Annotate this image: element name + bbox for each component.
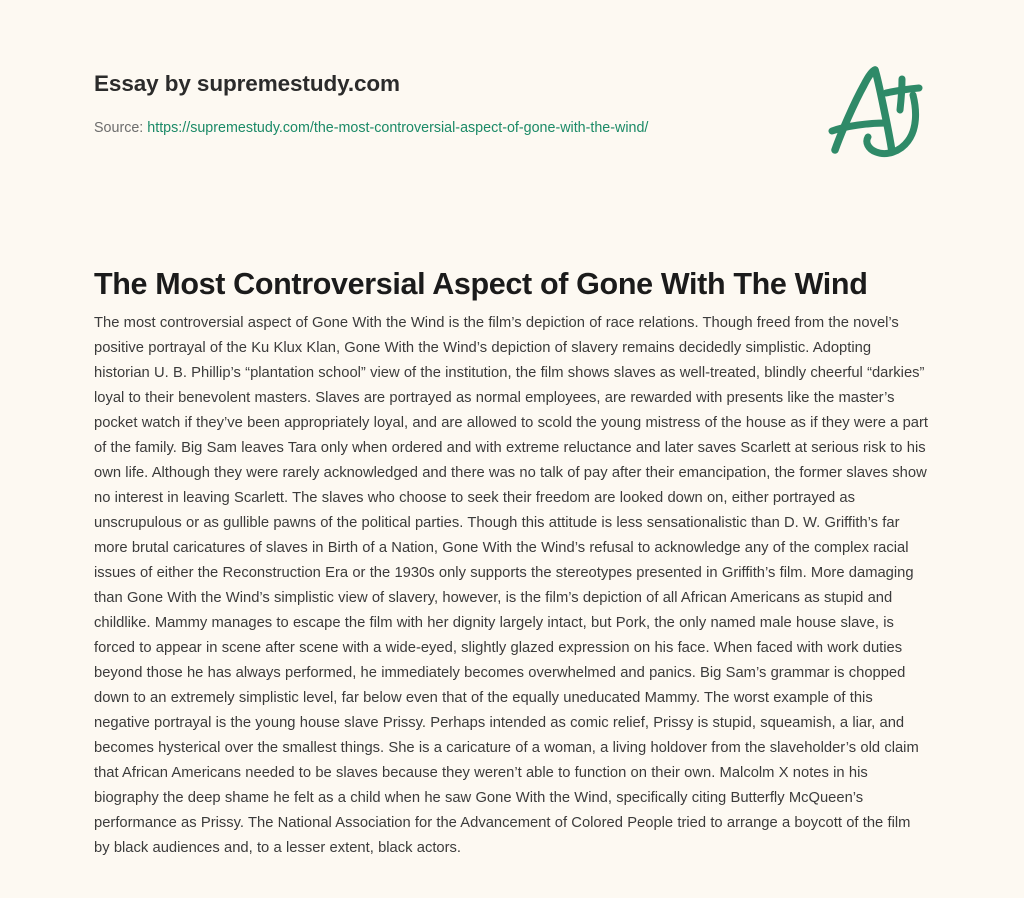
- a-plus-logo-icon: [816, 57, 928, 165]
- source-line: [94, 120, 648, 137]
- essay-paragraph: The most controversial aspect of Gone With the Wind is the film’s depiction of race relations. Though freed from the novel’s positive portrayal of the Ku Klux Klan, Gone With the Wind’s depiction of slavery remains decidedly simplistic. Adopting historian U. B. Phillip’s “plantation school” view of the institution, the film shows slaves as well-treated, blindly cheerful “darkies” loyal to their benevolent masters. Slaves are portrayed as normal employees, are rewarded with presents like the master’s pocket watch if they’ve been appropriately loyal, and are allowed to scold the young mistress of the house as if they were a part of the family. Big Sam leaves Tara only when ordered and with extreme reluctance and later saves Scarlett at serious risk to his own life. Although they were rarely acknowledged and there was no talk of pay after their emancipation, the former slaves show no interest in leaving Scarlett. The slaves who choose to seek their freedom are looked down on, either portrayed as unscrupulous or as gullible pawns of the political parties. Though this attitude is less sensationalistic than D. W. Griffith’s far more brutal caricatures of slaves in Birth of a Nation, Gone With the Wind’s refusal to acknowledge any of the complex racial issues of either the Reconstruction Era or the 1930s only supports the stereotypes presented in Griffith’s film. More damaging than Gone With the Wind’s simplistic view of slavery, however, is the film’s depiction of all African Americans as stupid and childlike. Mammy manages to escape the film with her dignity largely intact, but Pork, the only named male house slave, is forced to appear in scene after scene with a wide-eyed, slightly glazed expression on his face. When faced with work duties beyond those he has always performed, he immediately becomes overwhelmed and panics. Big Sam’s grammar is chopped down to an extremely simplistic level, far below even that of the equally uneducated Mammy. The worst example of this negative portrayal is the young house slave Prissy. Perhaps intended as comic relief, Prissy is stupid, squeamish, a liar, and becomes hysterical over the smallest things. She is a caricature of a woman, a living holdover from the slaveholder’s old claim that African Americans needed to be slaves because they weren’t able to function on their own. Malcolm X notes in his biography the deep shame he felt as a child when he saw Gone With the Wind, specifically citing Butterfly McQueen’s performance as Prissy. The National Association for the Advancement of Colored People tried to arrange a boycott of the film by black audiences and, to a lesser extent, black actors.: [94, 315, 929, 856]
- source-label: Source:: [94, 120, 144, 136]
- essay-body: [94, 311, 930, 861]
- page-title: The Most Controversial Aspect of Gone With The Wind: [94, 267, 868, 302]
- essay-byline: Essay by supremestudy.com: [94, 71, 400, 96]
- document-header: [0, 0, 1024, 200]
- source-url-link[interactable]: https://supremestudy.com/the-most-controversial-aspect-of-gone-with-the-wind/: [147, 120, 649, 136]
